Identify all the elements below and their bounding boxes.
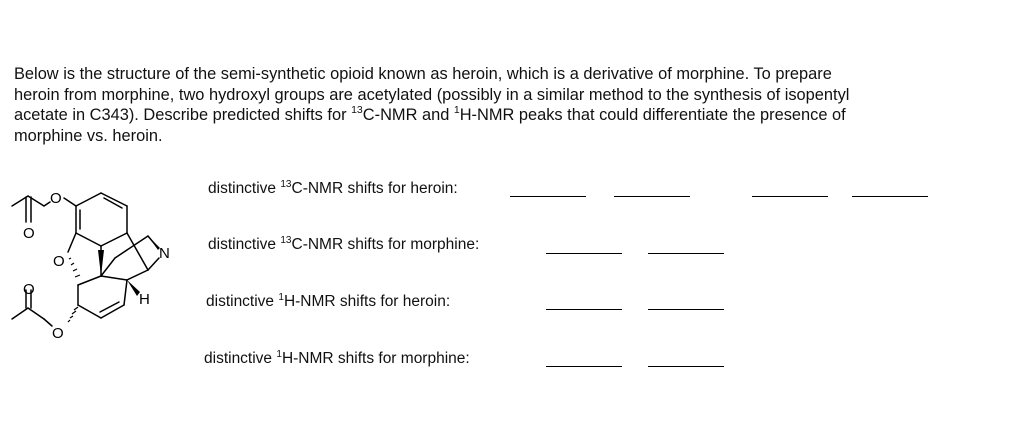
answer-blank[interactable] xyxy=(648,309,724,310)
atom-o-ring: O xyxy=(53,253,65,270)
answer-blank[interactable] xyxy=(546,253,622,254)
row-13c-heroin xyxy=(208,180,458,198)
bond xyxy=(44,319,52,326)
answer-blank[interactable] xyxy=(648,366,724,367)
question-line-3-mid: C-NMR and xyxy=(362,106,454,124)
row-13c-morphine xyxy=(208,236,479,254)
superscript: 13 xyxy=(280,234,292,246)
heroin-structure xyxy=(0,178,200,378)
bond xyxy=(100,302,119,312)
row-label-post: C-NMR shifts for morphine: xyxy=(291,236,480,253)
superscript: 13 xyxy=(280,178,292,190)
question-line-3-pre: acetate in C343). Describe predicted shifts for xyxy=(14,106,352,124)
row-1h-morphine xyxy=(204,350,470,368)
bond xyxy=(76,233,101,246)
atom-o-top: O xyxy=(50,190,62,207)
bond xyxy=(12,308,28,319)
bond xyxy=(127,270,148,280)
question-line-3 xyxy=(14,105,1014,126)
row-label-pre: distinctive xyxy=(206,293,279,310)
question-line-2: heroin from morphine, two hydroxyl groups are acetylated (possibly in a similar method to the synthesis of isopentyl xyxy=(14,85,850,104)
superscript-1: 1 xyxy=(453,103,460,116)
row-label-pre: distinctive xyxy=(208,180,281,197)
row-1h-heroin xyxy=(206,293,450,311)
bond xyxy=(64,198,76,206)
question-line-3-post: H-NMR peaks that could differentiate the presence of xyxy=(459,106,846,124)
bond xyxy=(68,233,76,252)
bond xyxy=(101,233,127,246)
superscript: 1 xyxy=(276,348,282,360)
bond xyxy=(101,276,127,280)
bond xyxy=(148,258,159,270)
question-text xyxy=(14,64,1014,146)
row-label-post: H-NMR shifts for morphine: xyxy=(281,350,470,367)
answer-blank[interactable] xyxy=(510,196,586,197)
answer-blank[interactable] xyxy=(648,253,724,254)
atom-n: N xyxy=(159,245,170,262)
bond xyxy=(101,258,115,276)
bond xyxy=(115,236,148,258)
row-label-post: C-NMR shifts for heroin: xyxy=(291,180,458,197)
atom-o-bottom: O xyxy=(52,325,64,342)
question-line-4: morphine vs. heroin. xyxy=(14,126,163,145)
bond xyxy=(28,308,44,319)
answer-blank[interactable] xyxy=(546,366,622,367)
question-line-1: Below is the structure of the semi-synthetic opioid known as heroin, which is a derivative of morphine. To prepare xyxy=(14,65,832,83)
bond xyxy=(78,305,101,318)
bond xyxy=(76,193,101,206)
row-label-pre: distinctive xyxy=(208,236,281,253)
superscript-13: 13 xyxy=(351,103,363,116)
answer-blank[interactable] xyxy=(852,196,928,197)
row-label-pre: distinctive xyxy=(204,350,277,367)
answer-blank[interactable] xyxy=(752,196,828,197)
bond xyxy=(124,280,127,305)
answer-blank[interactable] xyxy=(546,309,622,310)
atom-o-carbonyl-top: O xyxy=(23,225,35,242)
atom-h: H xyxy=(139,291,150,308)
superscript: 1 xyxy=(278,291,284,303)
bond xyxy=(78,276,101,285)
answer-blank[interactable] xyxy=(614,196,690,197)
atom-o-carbonyl-bottom: O xyxy=(23,281,35,298)
row-label-post: H-NMR shifts for heroin: xyxy=(283,293,451,310)
bond xyxy=(101,305,124,318)
